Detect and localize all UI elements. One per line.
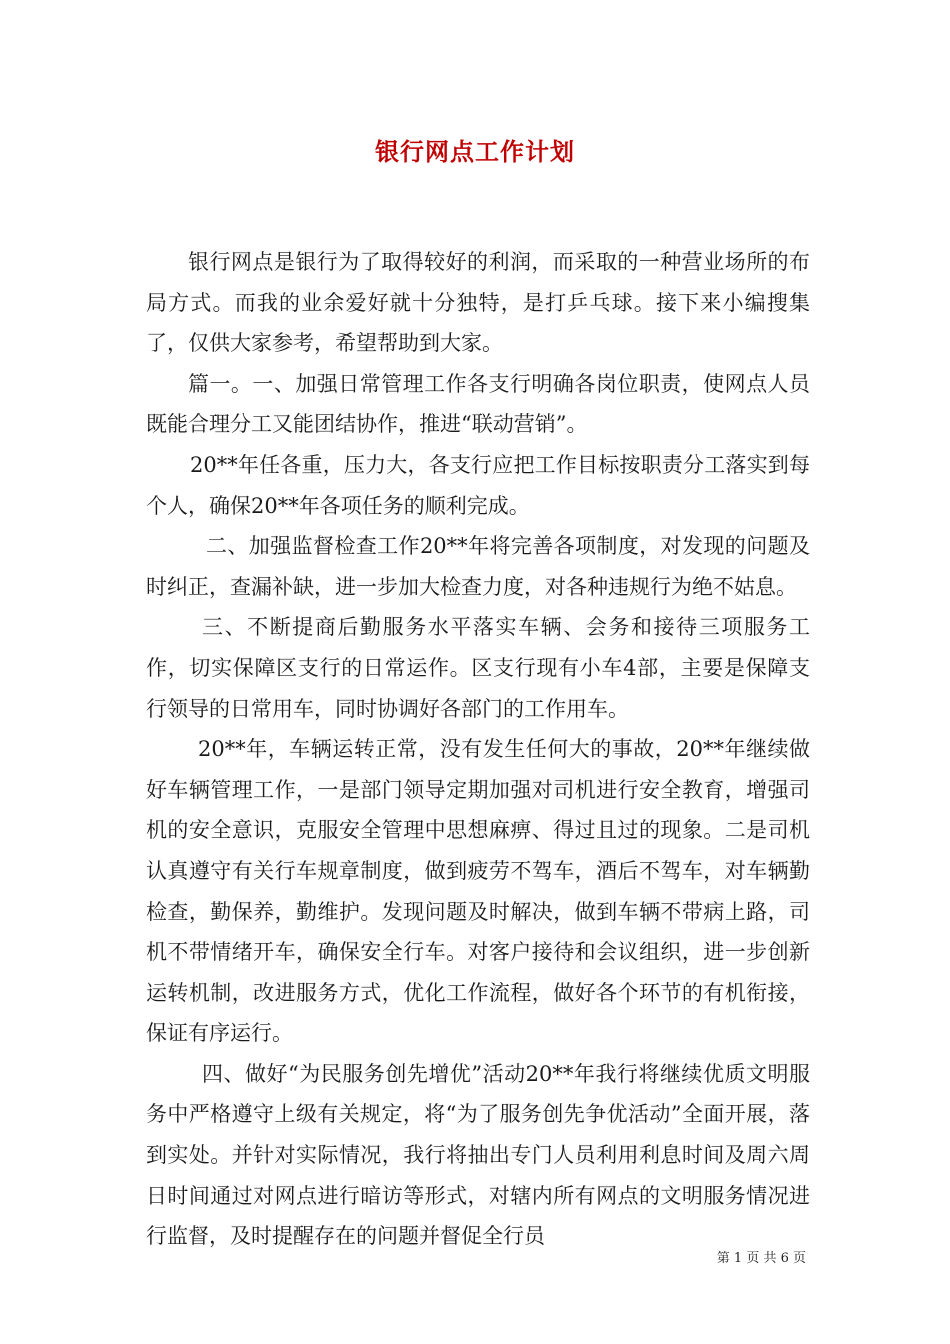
page-number: 第 1 页 共 6 页 [716,1251,806,1266]
document-body [146,242,810,1257]
paragraph-section-four: 四、做好“为民服务创先增优”活动20**年我行将继续优质文明服务中严格遵守上级有关规定，将“为了服务创先争优活动”全面开展，落到实处。并针对实际情况，我行将抽出专门人员利用利息时间及周六周日时间通过对网点进行暗访等形式，对辖内所有网点的文明服务情况进行监督，及时提醒存在的问题并督促全行员 [146,1061,810,1249]
document-title: 银行网点工作计划 [375,137,575,166]
paragraph-intro: 银行网点是银行为了取得较好的利润，而采取的一种营业场所的布局方式。而我的业余爱好就十分独特，是打乒乓球。接下来小编搜集了，仅供大家参考，希望帮助到大家。 [146,250,810,356]
paragraph-section-three: 三、不断提商后勤服务水平落实车辆、会务和接待三项服务工作，切实保障区支行的日常运作。区支行现有小车4部，主要是保障支行领导的日常用车，同时协调好各部门的工作用车。 [146,615,810,721]
paragraph-section-one: 篇一。一、加强日常管理工作各支行明确各岗位职责，使网点人员既能合理分工又能团结协作，推进“联动营销”。 [146,371,810,437]
paragraph-section-two: 二、加强监督检查工作20**年将完善各项制度，对发现的问题及时纠正，查漏补缺，进一步加大检查力度，对各种违规行为绝不姑息。 [146,534,810,599]
paragraph-vehicles: 20**年，车辆运转正常，没有发生任何大的事故，20**年继续做好车辆管理工作，一是部门领导定期加强对司机进行安全教育，增强司机的安全意识，克服安全管理中思想麻痹、得过且过的现象。二是司机认真遵守有关行车规章制度，做到疲劳不驾车，酒后不驾车，对车辆勤检查，勤保养，勤维护。发现问题及时解决，做到车辆不带病上路，司机不带情绪开车，确保安全行车。对客户接待和会议组织，进一步创新运转机制，改进服务方式，优化工作流程，做好各个环节的有机衔接，保证有序运行。 [146,737,810,1046]
paragraph-tasks: 20**年任各重，压力大，各支行应把工作目标按职责分工落实到每个人，确保20**年各项任务的顺利完成。 [146,452,810,518]
